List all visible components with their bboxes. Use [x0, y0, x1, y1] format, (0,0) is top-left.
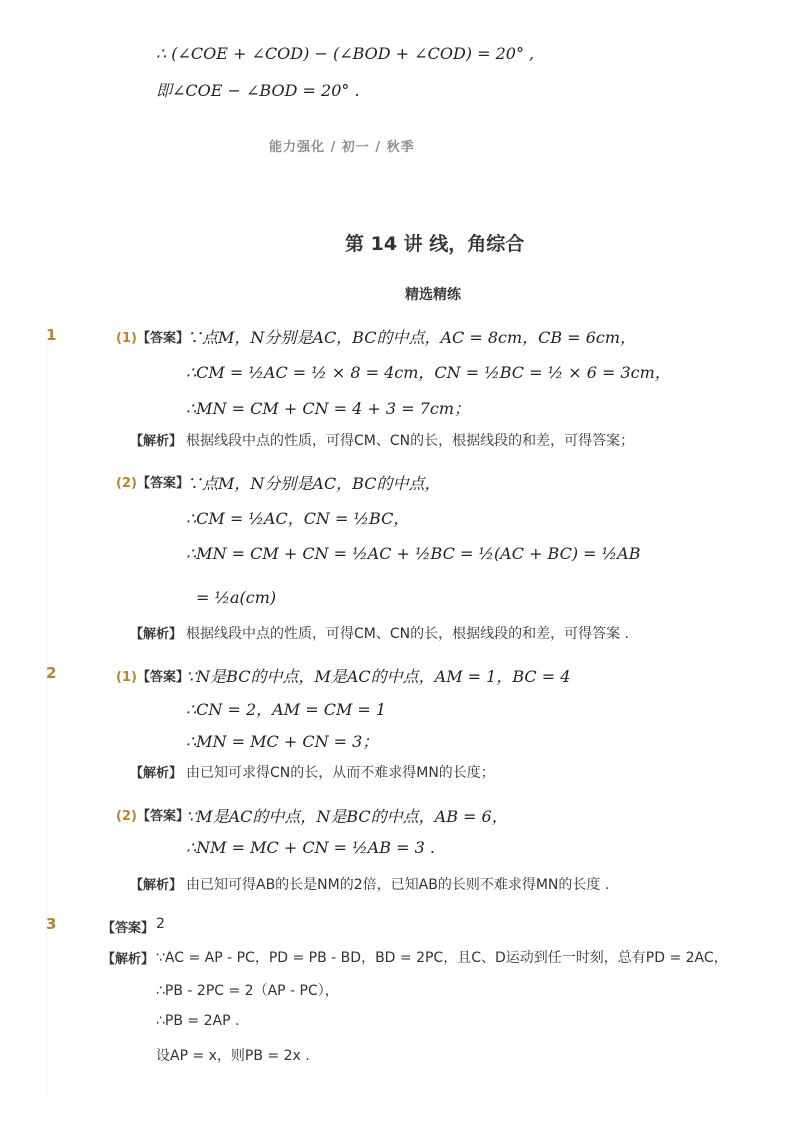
section-title: 精选精练 — [405, 287, 461, 303]
answer-label: 【答案】 — [136, 670, 189, 685]
analysis-tag-3: 【解析】 — [102, 952, 155, 967]
q2-p2-line2: ∴NM = MC + CN = ½AB = 3 . — [186, 838, 435, 857]
question-number-3: 3 — [46, 915, 57, 933]
q2-p1-analysis: 由已知可求得CN的长，从而不难求得MN的长度； — [186, 765, 495, 781]
part-label: (2) — [116, 476, 137, 491]
answer-tag-1-1 — [116, 327, 189, 346]
answer-label: 【答案】 — [136, 331, 189, 346]
answer-tag-1-2 — [116, 472, 189, 491]
q2-p1-line3: ∴MN = MC + CN = 3； — [186, 732, 379, 751]
q3-analysis-line2: ∴PB - 2PC = 2（AP - PC）， — [156, 983, 339, 999]
continuation-line-2: 即∠COE − ∠BOD = 20° . — [156, 81, 360, 100]
answer-label: 【答案】 — [136, 476, 189, 491]
q1-p1-line3: ∴MN = CM + CN = 4 + 3 = 7cm； — [186, 399, 470, 418]
q1-p1-line2: ∴CM = ½AC = ½ × 8 = 4cm，CN = ½BC = ½ × 6 = 3cm， — [186, 363, 671, 382]
q1-p2-line2: ∴CM = ½AC，CN = ½BC， — [186, 509, 410, 528]
q3-answer: 2 — [156, 916, 165, 932]
q3-analysis-line1: ∵AC = AP - PC，PD = PB - BD，BD = 2PC，且C、D运动到任一时刻，总有PD = 2AC， — [156, 950, 728, 966]
analysis-tag-1-1: 【解析】 — [130, 434, 183, 449]
question-number-1: 1 — [46, 326, 57, 344]
q1-p1-analysis: 根据线段中点的性质，可得CM、CN的长，根据线段的和差，可得答案； — [186, 433, 635, 449]
q3-analysis-line4: 设AP = x，则PB = 2x . — [156, 1048, 310, 1064]
q2-p2-analysis: 由已知可得AB的长是NM的2倍，已知AB的长则不难求得MN的长度 . — [186, 877, 610, 893]
q1-p2-line3: ∴MN = CM + CN = ½AC + ½BC = ½(AC + BC) = ½AB — [186, 544, 641, 563]
breadcrumb: 能力强化 / 初一 / 秋季 — [269, 140, 415, 155]
margin-divider — [46, 328, 47, 1098]
answer-label: 【答案】 — [136, 809, 189, 824]
q1-p1-line1: ∵点M，N分别是AC，BC的中点，AC = 8cm，CB = 6cm， — [186, 328, 637, 347]
q1-p2-analysis: 根据线段中点的性质，可得CM、CN的长，根据线段的和差，可得答案 . — [186, 626, 630, 642]
analysis-tag-2-1: 【解析】 — [130, 766, 183, 781]
analysis-tag-1-2: 【解析】 — [130, 627, 183, 642]
part-label: (1) — [116, 331, 137, 346]
lesson-title: 第 14 讲 线，角综合 — [345, 233, 525, 255]
q1-p2-line1: ∵点M，N分别是AC，BC的中点， — [186, 474, 441, 493]
question-number-2: 2 — [46, 664, 57, 682]
answer-tag-2-2 — [116, 805, 189, 824]
continuation-line-1: ∴ (∠COE + ∠COD) − (∠BOD + ∠COD) = 20° , — [156, 44, 535, 63]
q2-p1-line1: ∵N是BC的中点，M是AC的中点，AM = 1，BC = 4 — [186, 667, 571, 686]
part-label: (1) — [116, 670, 137, 685]
part-label: (2) — [116, 809, 137, 824]
q3-analysis-line3: ∴PB = 2AP . — [156, 1013, 240, 1029]
q1-p2-line4: = ½a(cm) — [196, 588, 277, 607]
q2-p1-line2: ∴CN = 2，AM = CM = 1 — [186, 700, 387, 719]
analysis-tag-2-2: 【解析】 — [130, 878, 183, 893]
answer-tag-3: 【答案】 — [102, 921, 155, 936]
answer-tag-2-1 — [116, 666, 189, 685]
q2-p2-line1: ∵M是AC的中点，N是BC的中点，AB = 6， — [186, 807, 508, 826]
